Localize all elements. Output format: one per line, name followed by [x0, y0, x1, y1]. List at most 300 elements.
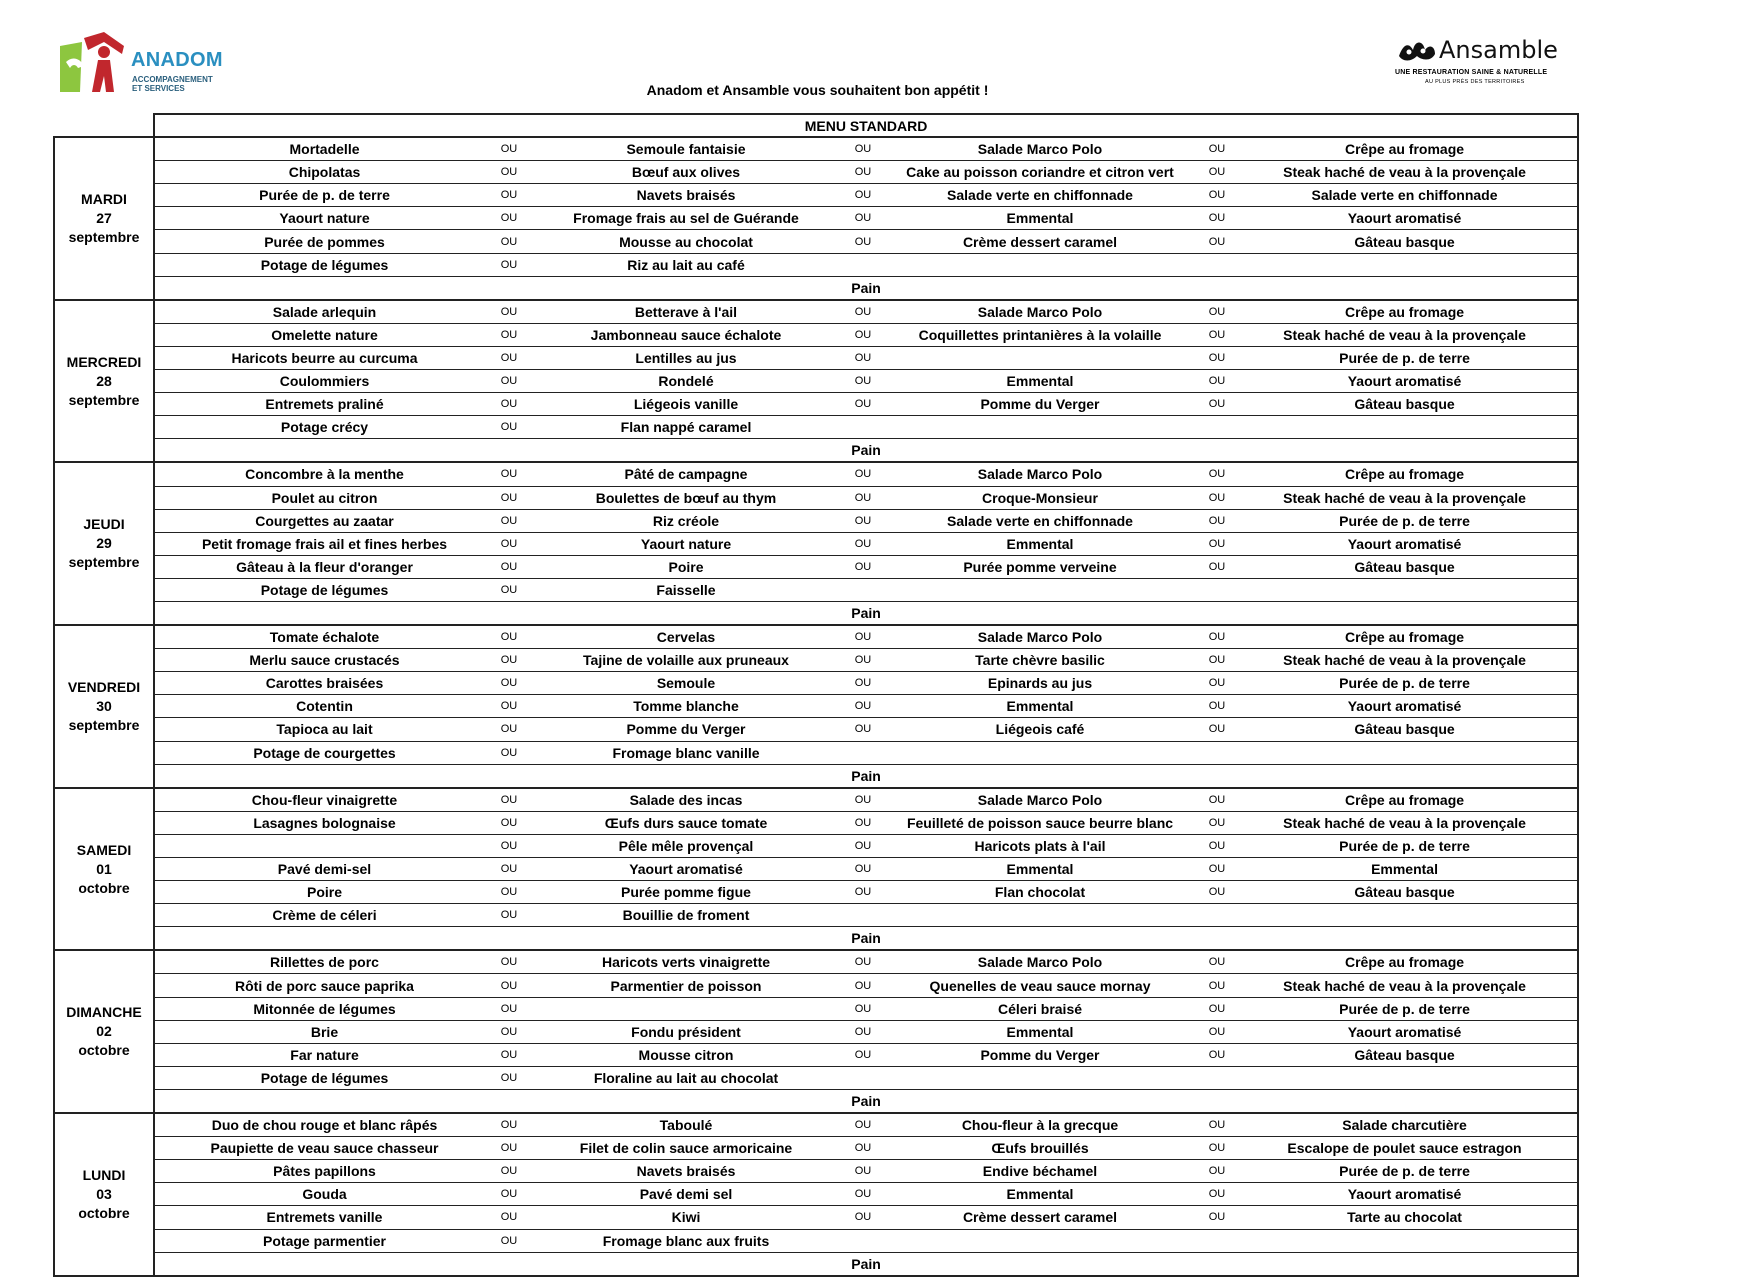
dish-cell: Croque-Monsieur: [878, 486, 1202, 509]
dish-cell: Gâteau basque: [1232, 881, 1578, 904]
ou-separator: OU: [494, 323, 524, 346]
day-month: septembre: [68, 391, 140, 408]
dish-cell: Navets braisés: [524, 1160, 848, 1183]
ou-separator: OU: [1202, 811, 1232, 834]
dish-cell: Œufs durs sauce tomate: [524, 811, 848, 834]
ou-separator: OU: [494, 1113, 524, 1137]
dish-cell: [1232, 253, 1578, 276]
ou-separator: [848, 416, 878, 439]
ou-separator: OU: [1202, 1137, 1232, 1160]
menu-title: MENU STANDARD: [154, 114, 1578, 137]
dish-cell: Carottes braisées: [154, 672, 494, 695]
ou-separator: OU: [494, 509, 524, 532]
bread-row: [54, 439, 1578, 463]
dish-cell: Riz au lait au café: [524, 253, 848, 276]
ou-separator: OU: [1202, 974, 1232, 997]
dish-cell: Mortadelle: [154, 137, 494, 161]
ou-separator: OU: [494, 462, 524, 486]
dish-cell: Yaourt nature: [154, 207, 494, 230]
ou-separator: OU: [848, 950, 878, 974]
ansamble-logo-icon: [1397, 38, 1437, 66]
dish-cell: Tomate échalote: [154, 625, 494, 649]
dish-cell: Purée pomme figue: [524, 881, 848, 904]
dish-cell: Salade charcutière: [1232, 1113, 1578, 1137]
ou-separator: OU: [1202, 858, 1232, 881]
dish-cell: Pomme du Verger: [878, 1043, 1202, 1066]
dish-cell: Steak haché de veau à la provençale: [1232, 649, 1578, 672]
ou-separator: OU: [494, 881, 524, 904]
ansamble-tagline-small: AU PLUS PRÈS DES TERRITOIRES: [1425, 79, 1525, 85]
menu-row: [54, 1137, 1578, 1160]
ou-separator: OU: [1202, 462, 1232, 486]
menu-row: [54, 625, 1578, 649]
ou-separator: OU: [494, 532, 524, 555]
dish-cell: [878, 1066, 1202, 1089]
menu-row: [54, 741, 1578, 764]
ou-separator: OU: [1202, 695, 1232, 718]
day-cell: [54, 300, 154, 463]
dish-cell: Endive béchamel: [878, 1160, 1202, 1183]
ou-separator: OU: [848, 532, 878, 555]
ou-separator: OU: [848, 811, 878, 834]
dish-cell: Emmental: [878, 207, 1202, 230]
dish-cell: Mitonnée de légumes: [154, 997, 494, 1020]
ou-separator: OU: [494, 904, 524, 927]
dish-cell: Pêle mêle provençal: [524, 834, 848, 857]
ou-separator: OU: [494, 718, 524, 741]
dish-cell: Steak haché de veau à la provençale: [1232, 323, 1578, 346]
ou-separator: OU: [494, 300, 524, 324]
anadom-subtitle-line2: ET SERVICES: [132, 84, 185, 93]
dish-cell: Steak haché de veau à la provençale: [1232, 974, 1578, 997]
day-day: JEUDI: [83, 516, 125, 533]
dish-cell: Crêpe au fromage: [1232, 788, 1578, 812]
ou-separator: OU: [1202, 346, 1232, 369]
ou-separator: OU: [1202, 486, 1232, 509]
menu-table: [53, 113, 1579, 1277]
dish-cell: Salade Marco Polo: [878, 788, 1202, 812]
dish-cell: Cake au poisson coriandre et citron vert: [878, 161, 1202, 184]
menu-row: [54, 555, 1578, 578]
dish-cell: Emmental: [1232, 858, 1578, 881]
dish-cell: Chou-fleur à la grecque: [878, 1113, 1202, 1137]
dish-cell: Poulet au citron: [154, 486, 494, 509]
dish-cell: Tomme blanche: [524, 695, 848, 718]
ou-separator: OU: [1202, 532, 1232, 555]
ou-separator: OU: [1202, 207, 1232, 230]
ou-separator: OU: [848, 858, 878, 881]
ou-separator: OU: [848, 1206, 878, 1229]
ou-separator: OU: [1202, 555, 1232, 578]
dish-cell: Purée de p. de terre: [1232, 997, 1578, 1020]
dish-cell: Kiwi: [524, 1206, 848, 1229]
dish-cell: Floraline au lait au chocolat: [524, 1066, 848, 1089]
bread-cell: Pain: [154, 927, 1578, 951]
dish-cell: Rôti de porc sauce paprika: [154, 974, 494, 997]
day-date: 02: [96, 1023, 112, 1040]
menu-row: [54, 370, 1578, 393]
menu-row: [54, 346, 1578, 369]
ou-separator: OU: [848, 695, 878, 718]
day-month: octobre: [78, 1042, 130, 1059]
bread-cell: Pain: [154, 764, 1578, 788]
dish-cell: Faisselle: [524, 578, 848, 601]
dish-cell: Merlu sauce crustacés: [154, 649, 494, 672]
dish-cell: Concombre à la menthe: [154, 462, 494, 486]
menu-row: [54, 1066, 1578, 1089]
dish-cell: Taboulé: [524, 1113, 848, 1137]
ou-separator: OU: [848, 161, 878, 184]
dish-cell: Purée de p. de terre: [1232, 672, 1578, 695]
ou-separator: OU: [1202, 137, 1232, 161]
dish-cell: Filet de colin sauce armoricaine: [524, 1137, 848, 1160]
ou-separator: OU: [494, 974, 524, 997]
ou-separator: OU: [1202, 161, 1232, 184]
dish-cell: Crêpe au fromage: [1232, 300, 1578, 324]
dish-cell: Emmental: [878, 370, 1202, 393]
ou-separator: OU: [1202, 509, 1232, 532]
dish-cell: Salade arlequin: [154, 300, 494, 324]
ou-separator: OU: [1202, 370, 1232, 393]
ou-separator: OU: [494, 997, 524, 1020]
ou-separator: OU: [848, 184, 878, 207]
dish-cell: Chou-fleur vinaigrette: [154, 788, 494, 812]
dish-cell: Yaourt nature: [524, 532, 848, 555]
ou-separator: OU: [1202, 1113, 1232, 1137]
dish-cell: Tajine de volaille aux pruneaux: [524, 649, 848, 672]
dish-cell: Purée pomme verveine: [878, 555, 1202, 578]
dish-cell: [878, 741, 1202, 764]
menu-row: [54, 161, 1578, 184]
dish-cell: Purée de p. de terre: [1232, 834, 1578, 857]
day-month: septembre: [68, 228, 140, 245]
ou-separator: OU: [494, 207, 524, 230]
dish-cell: Lentilles au jus: [524, 346, 848, 369]
menu-row: [54, 1183, 1578, 1206]
ou-separator: OU: [494, 834, 524, 857]
ou-separator: OU: [1202, 230, 1232, 253]
ou-separator: OU: [1202, 718, 1232, 741]
ou-separator: [848, 578, 878, 601]
day-date: 30: [96, 697, 112, 714]
menu-row: [54, 532, 1578, 555]
dish-cell: [1232, 578, 1578, 601]
dish-cell: Salade des incas: [524, 788, 848, 812]
ou-separator: OU: [494, 741, 524, 764]
ou-separator: OU: [494, 858, 524, 881]
dish-cell: Fromage blanc aux fruits: [524, 1229, 848, 1252]
dish-cell: Cervelas: [524, 625, 848, 649]
dish-cell: Haricots plats à l'ail: [878, 834, 1202, 857]
bread-cell: Pain: [154, 601, 1578, 625]
ou-separator: OU: [1202, 1043, 1232, 1066]
menu-row: [54, 974, 1578, 997]
ou-separator: OU: [1202, 997, 1232, 1020]
dish-cell: Œufs brouillés: [878, 1137, 1202, 1160]
ou-separator: OU: [848, 346, 878, 369]
bread-row: [54, 1089, 1578, 1113]
dish-cell: Liégeois café: [878, 718, 1202, 741]
menu-row: [54, 416, 1578, 439]
ou-separator: OU: [1202, 625, 1232, 649]
dish-cell: Coulommiers: [154, 370, 494, 393]
ou-separator: OU: [848, 997, 878, 1020]
dish-cell: Emmental: [878, 1183, 1202, 1206]
ou-separator: OU: [494, 161, 524, 184]
dish-cell: Potage de légumes: [154, 1066, 494, 1089]
day-date: 01: [96, 860, 112, 877]
dish-cell: Steak haché de veau à la provençale: [1232, 486, 1578, 509]
menu-row: [54, 834, 1578, 857]
dish-cell: Steak haché de veau à la provençale: [1232, 811, 1578, 834]
dish-cell: Emmental: [878, 858, 1202, 881]
dish-cell: [1232, 741, 1578, 764]
dish-cell: Rondelé: [524, 370, 848, 393]
ou-separator: OU: [1202, 881, 1232, 904]
dish-cell: Tapioca au lait: [154, 718, 494, 741]
dish-cell: [878, 416, 1202, 439]
menu-row: [54, 137, 1578, 161]
menu-title-row: [54, 114, 1578, 137]
dish-cell: Quenelles de veau sauce mornay: [878, 974, 1202, 997]
dish-cell: Crème dessert caramel: [878, 1206, 1202, 1229]
dish-cell: Jambonneau sauce échalote: [524, 323, 848, 346]
ou-separator: [848, 1066, 878, 1089]
menu-row: [54, 695, 1578, 718]
dish-cell: Potage crécy: [154, 416, 494, 439]
dish-cell: Poire: [154, 881, 494, 904]
dish-cell: Pomme du Verger: [524, 718, 848, 741]
ou-separator: OU: [494, 230, 524, 253]
ou-separator: OU: [494, 1020, 524, 1043]
dish-cell: [524, 997, 848, 1020]
dish-cell: Tarte chèvre basilic: [878, 649, 1202, 672]
ou-separator: [1202, 578, 1232, 601]
ou-separator: OU: [1202, 950, 1232, 974]
ou-separator: OU: [1202, 649, 1232, 672]
dish-cell: Epinards au jus: [878, 672, 1202, 695]
dish-cell: Fondu président: [524, 1020, 848, 1043]
ou-separator: [848, 904, 878, 927]
ou-separator: OU: [848, 881, 878, 904]
menu-row: [54, 950, 1578, 974]
ou-separator: OU: [1202, 184, 1232, 207]
dish-cell: Entremets praliné: [154, 393, 494, 416]
dish-cell: Gâteau basque: [1232, 555, 1578, 578]
dish-cell: Gouda: [154, 1183, 494, 1206]
ou-separator: OU: [494, 370, 524, 393]
dish-cell: Salade verte en chiffonnade: [1232, 184, 1578, 207]
ou-separator: OU: [848, 230, 878, 253]
day-cell: [54, 462, 154, 625]
menu-row: [54, 904, 1578, 927]
ou-separator: OU: [848, 1113, 878, 1137]
bread-row: [54, 276, 1578, 300]
ou-separator: OU: [494, 811, 524, 834]
dish-cell: Coquillettes printanières à la volaille: [878, 323, 1202, 346]
ou-separator: OU: [494, 555, 524, 578]
ou-separator: [1202, 904, 1232, 927]
dish-cell: Chipolatas: [154, 161, 494, 184]
ou-separator: OU: [494, 416, 524, 439]
ou-separator: [1202, 416, 1232, 439]
menu-row: [54, 300, 1578, 324]
ou-separator: OU: [848, 462, 878, 486]
ou-separator: OU: [848, 625, 878, 649]
dish-cell: Crème de céleri: [154, 904, 494, 927]
dish-cell: Crème dessert caramel: [878, 230, 1202, 253]
ou-separator: OU: [1202, 672, 1232, 695]
dish-cell: Semoule: [524, 672, 848, 695]
day-month: octobre: [78, 879, 130, 896]
day-day: SAMEDI: [76, 841, 132, 858]
ou-separator: OU: [848, 137, 878, 161]
ou-separator: OU: [848, 393, 878, 416]
dish-cell: Salade verte en chiffonnade: [878, 184, 1202, 207]
dish-cell: Liégeois vanille: [524, 393, 848, 416]
ou-separator: OU: [494, 1066, 524, 1089]
menu-row: [54, 811, 1578, 834]
day-cell: [54, 1113, 154, 1276]
ou-separator: OU: [1202, 1206, 1232, 1229]
menu-row: [54, 393, 1578, 416]
dish-cell: Steak haché de veau à la provençale: [1232, 161, 1578, 184]
day-cell: [54, 137, 154, 300]
ou-separator: OU: [494, 137, 524, 161]
menu-row: [54, 1113, 1578, 1137]
dish-cell: Cotentin: [154, 695, 494, 718]
dish-cell: Potage parmentier: [154, 1229, 494, 1252]
dish-cell: Yaourt aromatisé: [1232, 207, 1578, 230]
dish-cell: Yaourt aromatisé: [1232, 1020, 1578, 1043]
day-date: 28: [96, 372, 112, 389]
ou-separator: OU: [494, 695, 524, 718]
bread-row: [54, 764, 1578, 788]
dish-cell: Petit fromage frais ail et fines herbes: [154, 532, 494, 555]
ou-separator: OU: [1202, 834, 1232, 857]
ou-separator: OU: [1202, 300, 1232, 324]
ou-separator: OU: [848, 486, 878, 509]
day-day: LUNDI: [82, 1166, 126, 1183]
ou-separator: OU: [848, 300, 878, 324]
table-corner: [54, 114, 154, 137]
dish-cell: Escalope de poulet sauce estragon: [1232, 1137, 1578, 1160]
ou-separator: OU: [494, 788, 524, 812]
dish-cell: Céleri braisé: [878, 997, 1202, 1020]
dish-cell: [878, 578, 1202, 601]
dish-cell: Pavé demi sel: [524, 1183, 848, 1206]
day-day: VENDREDI: [67, 678, 141, 695]
menu-row: [54, 230, 1578, 253]
dish-cell: Purée de p. de terre: [154, 184, 494, 207]
dish-cell: Salade Marco Polo: [878, 625, 1202, 649]
dish-cell: Far nature: [154, 1043, 494, 1066]
ou-separator: [1202, 741, 1232, 764]
dish-cell: Salade Marco Polo: [878, 462, 1202, 486]
dish-cell: Purée de p. de terre: [1232, 509, 1578, 532]
menu-row: [54, 1206, 1578, 1229]
dish-cell: Emmental: [878, 532, 1202, 555]
bread-cell: Pain: [154, 276, 1578, 300]
bread-row: [54, 1252, 1578, 1276]
dish-cell: Salade Marco Polo: [878, 950, 1202, 974]
ou-separator: OU: [494, 649, 524, 672]
ou-separator: OU: [494, 625, 524, 649]
bread-row: [54, 601, 1578, 625]
ou-separator: OU: [494, 486, 524, 509]
dish-cell: Purée de pommes: [154, 230, 494, 253]
ou-separator: [848, 741, 878, 764]
dish-cell: Lasagnes bolognaise: [154, 811, 494, 834]
menu-row: [54, 184, 1578, 207]
menu-row: [54, 486, 1578, 509]
ansamble-tagline: UNE RESTAURATION SAINE & NATURELLE: [1395, 69, 1548, 76]
dish-cell: Potage de légumes: [154, 578, 494, 601]
ou-separator: [848, 253, 878, 276]
menu-row: [54, 672, 1578, 695]
day-month: septembre: [68, 554, 140, 571]
dish-cell: Paupiette de veau sauce chasseur: [154, 1137, 494, 1160]
menu-row: [54, 1160, 1578, 1183]
ou-separator: OU: [494, 1137, 524, 1160]
dish-cell: Fromage frais au sel de Guérande: [524, 207, 848, 230]
day-month: octobre: [78, 1204, 130, 1221]
dish-cell: Omelette nature: [154, 323, 494, 346]
dish-cell: Semoule fantaisie: [524, 137, 848, 161]
ou-separator: OU: [848, 1137, 878, 1160]
dish-cell: Potage de légumes: [154, 253, 494, 276]
ou-separator: OU: [494, 1206, 524, 1229]
dish-cell: Mousse au chocolat: [524, 230, 848, 253]
dish-cell: Yaourt aromatisé: [1232, 370, 1578, 393]
dish-cell: Crêpe au fromage: [1232, 625, 1578, 649]
dish-cell: Yaourt aromatisé: [524, 858, 848, 881]
ou-separator: OU: [1202, 393, 1232, 416]
dish-cell: Yaourt aromatisé: [1232, 532, 1578, 555]
menu-row: [54, 881, 1578, 904]
dish-cell: Pâté de campagne: [524, 462, 848, 486]
dish-cell: [154, 834, 494, 857]
day-cell: [54, 950, 154, 1113]
menu-row: [54, 462, 1578, 486]
dish-cell: [878, 253, 1202, 276]
day-cell: [54, 788, 154, 951]
anadom-subtitle-line1: ACCOMPAGNEMENT: [132, 75, 213, 84]
dish-cell: Riz créole: [524, 509, 848, 532]
dish-cell: Salade Marco Polo: [878, 300, 1202, 324]
ou-separator: OU: [1202, 1160, 1232, 1183]
ou-separator: OU: [494, 578, 524, 601]
dish-cell: Pâtes papillons: [154, 1160, 494, 1183]
dish-cell: Crêpe au fromage: [1232, 950, 1578, 974]
dish-cell: Emmental: [878, 1020, 1202, 1043]
bread-cell: Pain: [154, 1252, 1578, 1276]
dish-cell: Salade verte en chiffonnade: [878, 509, 1202, 532]
ou-separator: OU: [494, 1160, 524, 1183]
ou-separator: OU: [494, 253, 524, 276]
ou-separator: OU: [848, 1160, 878, 1183]
ou-separator: OU: [494, 1183, 524, 1206]
dish-cell: Emmental: [878, 695, 1202, 718]
ou-separator: OU: [848, 974, 878, 997]
menu-row: [54, 323, 1578, 346]
dish-cell: Entremets vanille: [154, 1206, 494, 1229]
ou-separator: OU: [848, 649, 878, 672]
ou-separator: OU: [848, 1020, 878, 1043]
dish-cell: Haricots verts vinaigrette: [524, 950, 848, 974]
menu-row: [54, 649, 1578, 672]
ou-separator: OU: [494, 393, 524, 416]
